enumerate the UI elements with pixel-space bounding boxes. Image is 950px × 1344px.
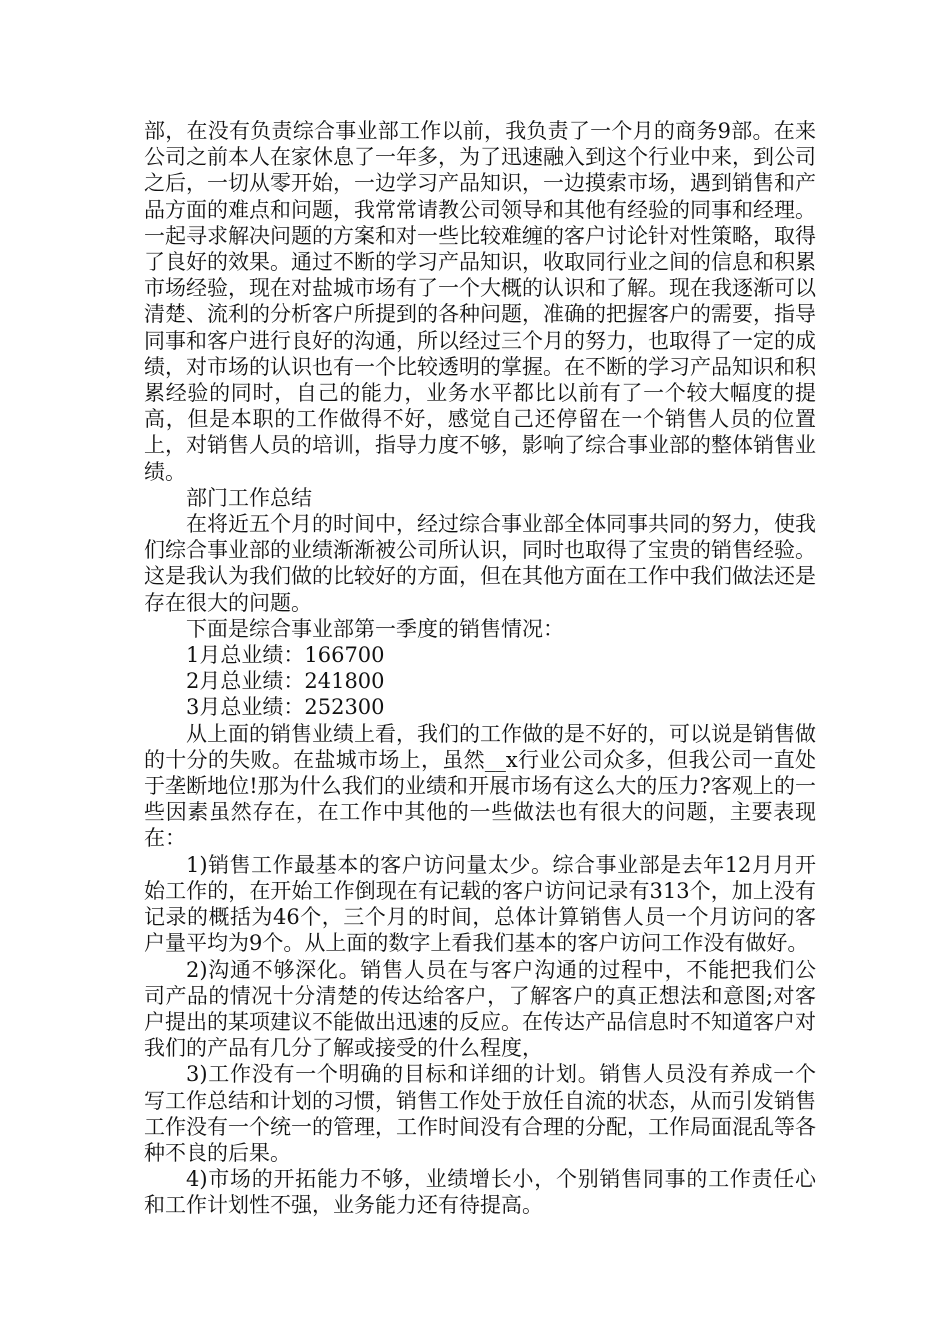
list-item: 4)市场的开拓能力不够，业绩增长小，个别销售同事的工作责任心和工作计划性不强，业务能力还有待提高。 <box>144 1167 816 1218</box>
body-paragraph: 下面是综合事业部第一季度的销售情况： <box>186 616 564 641</box>
list-item: 2)沟通不够深化。销售人员在与客户沟通的过程中，不能把我们公司产品的情况十分清楚的传达给客户，了解客户的真正想法和意图;对客户提出的某项建议不能做出迅速的反应。在传达产品信息时不知道客户对我们的产品有几分了解或接受的什么程度， <box>144 957 816 1061</box>
list-item: 1)销售工作最基本的客户访问量太少。综合事业部是去年12月月开始工作的，在开始工作倒现在有记载的客户访问记录有313个，加上没有记录的概括为46个，三个月的时间，总体计算销售人员一个月访问的客户量平均为9个。从上面的数字上看我们基本的客户访问工作没有做好。 <box>144 852 816 956</box>
section-heading: 部门工作总结 <box>186 485 312 510</box>
body-paragraph: 从上面的销售业绩上看，我们的工作做的是不好的，可以说是销售做的十分的失败。在盐城市场上，虽然__x行业公司众多，但我公司一直处于垄断地位!那为什么我们的业绩和开展市场有这么大的压力?客观上的一些因素虽然存在，在工作中其他的一些做法也有很大的问题，主要表现在： <box>144 721 816 851</box>
document-page <box>144 118 816 1219</box>
sales-figure-line: 1月总业绩：166700 <box>186 643 385 668</box>
body-paragraph: 部，在没有负责综合事业部工作以前，我负责了一个月的商务9部。在来公司之前本人在家休息了一年多，为了迅速融入到这个行业中来，到公司之后，一切从零开始，一边学习产品知识，一边摸索市场，遇到销售和产品方面的难点和问题，我常常请教公司领导和其他有经验的同事和经理。一起寻求解决问题的方案和对一些比较难缠的客户讨论针对性策略，取得了良好的效果。通过不断的学习产品知识，收取同行业之间的信息和积累市场经验，现在对盐城市场有了一个大概的认识和了解。现在我逐渐可以清楚、流利的分析客户所提到的各种问题，准确的把握客户的需要，指导同事和客户进行良好的沟通，所以经过三个月的努力，也取得了一定的成绩，对市场的认识也有一个比较透明的掌握。在不断的学习产品知识和积累经验的同时，自己的能力，业务水平都比以前有了一个较大幅度的提高，但是本职的工作做得不好，感觉自己还停留在一个销售人员的位置上，对销售人员的培训，指导力度不够，影响了综合事业部的整体销售业绩。 <box>144 119 816 484</box>
body-paragraph: 在将近五个月的时间中，经过综合事业部全体同事共同的努力，使我们综合事业部的业绩渐渐被公司所认识，同时也取得了宝贵的销售经验。这是我认为我们做的比较好的方面，但在其他方面在工作中我们做法还是存在很大的问题。 <box>144 512 816 615</box>
sales-figure-line: 3月总业绩：252300 <box>186 695 385 720</box>
list-item: 3)工作没有一个明确的目标和详细的计划。销售人员没有养成一个写工作总结和计划的习惯，销售工作处于放任自流的状态，从而引发销售工作没有一个统一的管理，工作时间没有合理的分配，工作局面混乱等各种不良的后果。 <box>144 1062 816 1165</box>
sales-figure-line: 2月总业绩：241800 <box>186 669 385 694</box>
